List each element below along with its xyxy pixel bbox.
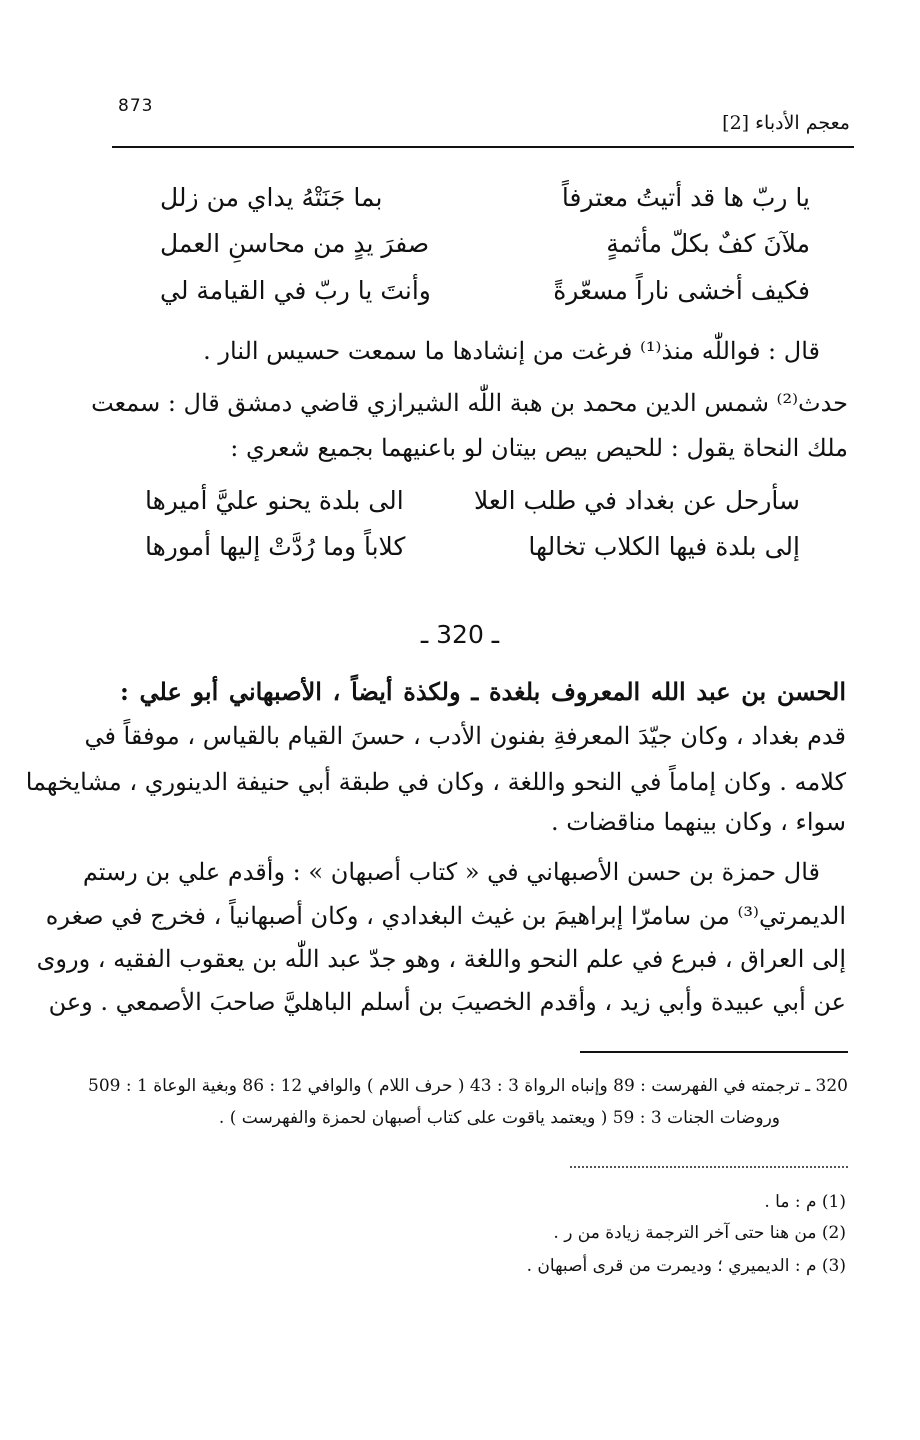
- entry-number: ـ 320 ـ: [420, 620, 500, 649]
- paragraph-line: ملك النحاة يقول : للحيص بيص بيتان لو باعنيهما بجميع شعري :: [230, 434, 848, 462]
- footnote-rule: [580, 1051, 848, 1053]
- footnote: (1) م : ما .: [764, 1192, 846, 1212]
- footnote-divider: [570, 1166, 848, 1168]
- paragraph-line: قدم بغداد ، وكان جيّدَ المعرفةِ بفنون الأدب ، حسنَ القيام بالقياس ، موفقاً في: [84, 722, 846, 750]
- paragraph-line: إلى العراق ، فبرع في علم النحو واللغة ، وهو جدّ عبد اللّٰه بن يعقوب الفقيه ، وروى: [36, 945, 846, 973]
- paragraph-line: الديمرتي⁽³⁾ من سامرّا إبراهيمَ بن غيث البغدادي ، وكان أصبهانياً ، فخرج في صغره: [45, 902, 846, 930]
- footnote: (3) م : الديميري ؛ وديمرت من قرى أصبهان .: [526, 1256, 846, 1276]
- verse-line: [160, 229, 810, 258]
- verse-hemistich-left: وأنتَ يا ربّ في القيامة لي: [160, 276, 431, 305]
- verse-hemistich-right: ملآنَ كفٌ بكلّ مأثمةٍ: [606, 229, 810, 258]
- paragraph-line: قال حمزة بن حسن الأصبهاني في « كتاب أصبهان » : وأقدم علي بن رستم: [82, 858, 820, 886]
- verse-hemistich-right: إلى بلدة فيها الكلاب تخالها: [528, 532, 800, 561]
- entry-heading: الحسن بن عبد الله المعروف بلغدة ـ ولكذة أيضاً ، الأصبهاني أبو علي :: [120, 677, 846, 706]
- paragraph-line: حدث⁽²⁾ شمس الدين محمد بن هبة اللّٰه الشيرازي قاضي دمشق قال : سمعت: [91, 389, 848, 417]
- page-number: 873: [118, 96, 154, 116]
- verse-hemistich-left: كلاباً وما رُدَّتْ إليها أمورها: [145, 532, 406, 561]
- sources-note: 320 ـ ترجمته في الفهرست : 89 وإنباه الرواة 3 : 43 ( حرف اللام ) والوافي 12 : 86 وبغية الوعاة 1 : 509: [88, 1076, 848, 1096]
- verse-line: [145, 486, 800, 515]
- paragraph-line: سواء ، وكان بينهما مناقضات .: [551, 808, 846, 836]
- verse-hemistich-right: سأرحل عن بغداد في طلب العلا: [474, 486, 800, 515]
- paragraph-line: قال : فواللّٰه منذ⁽¹⁾ فرغت من إنشادها ما سمعت حسيس النار .: [203, 337, 820, 365]
- verse-hemistich-right: يا ربّ ها قد أتيتُ معترفاً: [561, 183, 810, 212]
- paragraph-line: عن أبي عبيدة وأبي زيد ، وأقدم الخصيبَ بن أسلم الباهليَّ صاحبَ الأصمعي . وعن: [48, 988, 846, 1016]
- verse-line: [160, 276, 810, 305]
- verse-hemistich-left: الى بلدة يحنو عليَّ أميرها: [145, 486, 404, 515]
- verse-hemistich-left: صفرَ يدٍ من محاسنِ العمل: [160, 229, 430, 258]
- verse-line: [145, 532, 800, 561]
- verse-hemistich-left: بما جَنَتْهُ يداي من زلل: [160, 183, 383, 212]
- running-title: معجم الأدباء [2]: [722, 112, 850, 134]
- verse-hemistich-right: فكيف أخشى ناراً مسعّرةً: [553, 276, 810, 305]
- verse-line: [160, 183, 810, 212]
- sources-note: وروضات الجنات 3 : 59 ( ويعتمد ياقوت على كتاب أصبهان لحمزة والفهرست ) .: [218, 1108, 780, 1128]
- paragraph-line: كلامه . وكان إماماً في النحو واللغة ، وكان في طبقة أبي حنيفة الدينوري ، مشايخهما: [25, 768, 846, 796]
- footnote: (2) من هنا حتى آخر الترجمة زيادة من ر .: [553, 1223, 846, 1243]
- header-rule: [112, 146, 854, 148]
